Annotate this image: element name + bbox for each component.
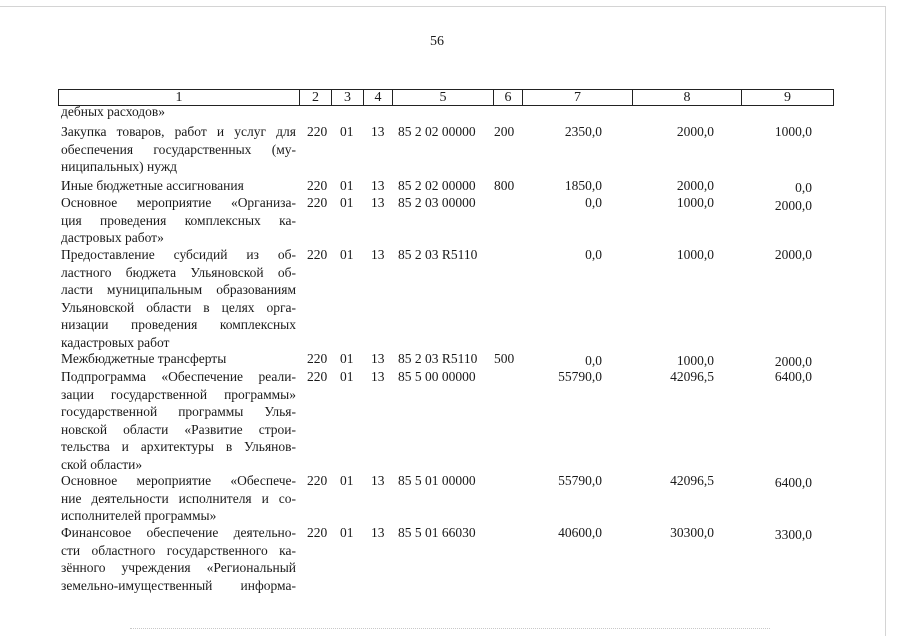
row-col-9: 2000,0 (774, 247, 812, 262)
row-col-8: 30300,0 (670, 525, 714, 540)
row-col-7: 0,0 (585, 195, 602, 210)
row-col-4: 13 (371, 247, 385, 262)
description-line: тельства и архитектуры в Ульянов- (61, 439, 296, 454)
row-col-9: 2000,0 (774, 354, 812, 369)
row-col-7: 1850,0 (564, 178, 602, 193)
description-line: новской области «Развитие строи- (61, 421, 296, 437)
row-col-3: 01 (340, 178, 354, 193)
scan-artifact-line (130, 628, 770, 632)
row-col-7: 55790,0 (558, 369, 602, 384)
description-line: ция проведения комплексных ка- (61, 212, 296, 228)
row-col-2: 220 (307, 247, 328, 262)
description-line: ние деятельности исполнителя и со- (61, 490, 296, 506)
row-col-7: 55790,0 (558, 473, 602, 488)
row-col-2: 220 (307, 178, 328, 193)
row-description (61, 472, 296, 525)
header-col-7: 7 (523, 90, 633, 106)
row-col-8: 2000,0 (676, 124, 714, 139)
description-line: Закупка товаров, работ и услуг для (61, 124, 296, 139)
row-description (61, 368, 296, 473)
header-col-4: 4 (364, 90, 393, 106)
description-line: Ульяновской области в целях орга- (61, 299, 296, 315)
description-line: кадастровых работ (61, 334, 170, 350)
row-description (61, 123, 296, 176)
row-col-6: 500 (494, 351, 515, 366)
row-col-8: 1000,0 (676, 353, 714, 368)
row-col-2: 220 (307, 351, 328, 366)
row-col-3: 01 (340, 525, 354, 540)
row-col-4: 13 (371, 124, 385, 139)
row-col-4: 13 (371, 351, 385, 366)
row-col-3: 01 (340, 351, 354, 366)
description-line: Основное мероприятие «Обеспече- (61, 473, 296, 488)
row-description (61, 350, 296, 368)
header-col-9: 9 (742, 90, 834, 106)
description-line: зации государственной программы» (61, 386, 296, 402)
description-line: дебных расходов» (61, 104, 166, 119)
page-number: 56 (430, 34, 444, 49)
description-line: дастровых работ» (61, 230, 164, 245)
row-col-3: 01 (340, 473, 354, 488)
row-col-5: 85 5 00 00000 (398, 369, 476, 384)
row-col-3: 01 (340, 195, 354, 210)
row-col-2: 220 (307, 124, 328, 139)
row-col-9: 6400,0 (774, 475, 812, 490)
row-col-7: 0,0 (585, 247, 602, 262)
row-col-6: 800 (494, 178, 515, 193)
description-line: Подпрограмма «Обеспечение реали- (61, 369, 296, 384)
row-col-5: 85 2 02 00000 (398, 124, 476, 139)
row-col-7: 0,0 (585, 353, 602, 368)
description-line: ласти муниципальным образованиям (61, 282, 296, 297)
row-col-9: 6400,0 (774, 369, 812, 384)
row-col-4: 13 (371, 525, 385, 540)
header-col-6: 6 (494, 90, 523, 106)
row-col-4: 13 (371, 195, 385, 210)
description-line: Межбюджетные трансферты (61, 351, 227, 366)
description-line: Иные бюджетные ассигнования (61, 178, 244, 193)
row-col-5: 85 2 03 00000 (398, 195, 476, 210)
description-line: ластного бюджета Ульяновской об- (61, 264, 296, 280)
row-col-3: 01 (340, 124, 354, 139)
row-col-7: 2350,0 (564, 124, 602, 139)
description-line: земельно-имущественный информа- (61, 577, 296, 593)
row-col-9: 3300,0 (774, 527, 812, 542)
description-line: обеспечения государственных (му- (61, 141, 296, 157)
description-line: Финансовое обеспечение деятельно- (61, 525, 296, 540)
row-description (61, 194, 296, 247)
row-col-5: 85 2 03 R5110 (398, 247, 478, 262)
description-line: низации проведения комплексных (61, 317, 296, 332)
description-line: Основное мероприятие «Организа- (61, 195, 296, 210)
row-col-2: 220 (307, 369, 328, 384)
row-description (61, 177, 296, 195)
row-col-5: 85 5 01 00000 (398, 473, 476, 488)
row-col-3: 01 (340, 369, 354, 384)
header-col-8: 8 (633, 90, 742, 106)
row-description (61, 246, 296, 351)
header-col-5: 5 (393, 90, 494, 106)
row-col-4: 13 (371, 369, 385, 384)
row-col-8: 1000,0 (676, 247, 714, 262)
row-col-3: 01 (340, 247, 354, 262)
row-col-4: 13 (371, 178, 385, 193)
row-col-4: 13 (371, 473, 385, 488)
row-col-5: 85 5 01 66030 (398, 525, 476, 540)
row-col-7: 40600,0 (558, 525, 602, 540)
row-description (61, 524, 296, 594)
description-line: сти областного государственного ка- (61, 542, 296, 558)
row-col-8: 42096,5 (670, 473, 714, 488)
row-col-2: 220 (307, 525, 328, 540)
row-col-2: 220 (307, 195, 328, 210)
description-line: исполнителей программы» (61, 508, 217, 523)
row-col-8: 42096,5 (670, 369, 714, 384)
row-col-6: 200 (494, 124, 515, 139)
description-line: зённого учреждения «Региональный (61, 560, 296, 575)
header-col-2: 2 (300, 90, 332, 106)
description-line: ниципальных) нужд (61, 159, 178, 174)
header-col-3: 3 (332, 90, 364, 106)
row-col-9: 2000,0 (774, 198, 812, 213)
row-col-2: 220 (307, 473, 328, 488)
description-line: Предоставление субсидий из об- (61, 247, 296, 262)
description-line: ской области» (61, 456, 143, 472)
header-col-1: 1 (59, 90, 300, 106)
row-col-8: 2000,0 (676, 178, 714, 193)
description-line: государственной программы Улья- (61, 404, 296, 419)
row-col-9: 1000,0 (774, 124, 812, 139)
row-col-5: 85 2 03 R5110 (398, 351, 478, 366)
row-col-5: 85 2 02 00000 (398, 178, 476, 193)
row-col-8: 1000,0 (676, 195, 714, 210)
row-col-9: 0,0 (795, 180, 812, 195)
row-description (61, 103, 296, 121)
